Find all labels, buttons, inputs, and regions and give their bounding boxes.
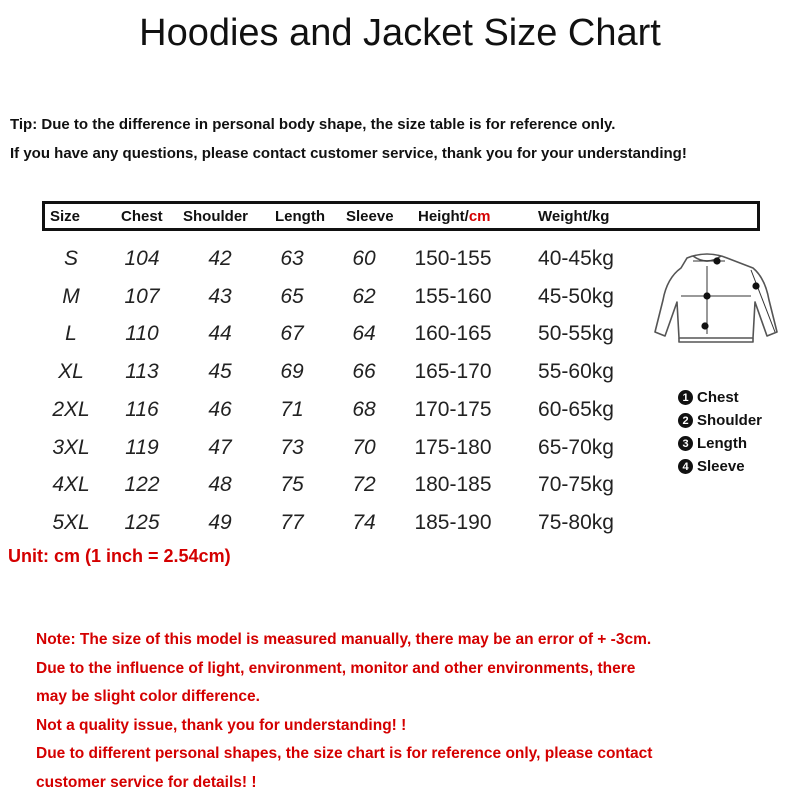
header-length: Length <box>275 208 325 225</box>
legend-label: Shoulder <box>697 412 763 429</box>
cell-height: 150-155 <box>414 247 492 270</box>
cell-length: 65 <box>280 284 304 308</box>
cell-sleeve: 66 <box>352 360 376 384</box>
cell-height: 155-160 <box>414 284 492 308</box>
legend-number-icon: 1 <box>678 390 693 405</box>
cell-weight: 50-55kg <box>538 322 614 346</box>
note-line: Note: The size of this model is measured manually, there may be an error of + -3cm. <box>36 631 652 648</box>
cell-sleeve: 60 <box>352 247 376 270</box>
page-title: Hoodies and Jacket Size Chart <box>139 12 661 54</box>
cell-sleeve: 72 <box>352 473 376 497</box>
cell-sleeve: 70 <box>352 435 376 459</box>
cell-chest: 119 <box>125 435 159 459</box>
cell-height: 175-180 <box>414 435 492 459</box>
legend-item-sleeve <box>678 455 762 478</box>
cell-sleeve: 64 <box>352 322 376 346</box>
cell-chest: 125 <box>124 510 160 534</box>
tip-line-1: Tip: Due to the difference in personal body shape, the size table is for reference only. <box>10 116 616 133</box>
note-line: Due to the influence of light, environment, monitor and other environments, there <box>36 659 636 677</box>
header-shoulder: Shoulder <box>183 208 249 225</box>
cell-shoulder: 48 <box>208 473 232 497</box>
cell-height: 180-185 <box>414 473 492 497</box>
legend-label: Chest <box>697 389 739 406</box>
cell-shoulder: 42 <box>208 247 232 270</box>
cell-chest: 107 <box>124 284 160 308</box>
table-row <box>0 436 640 472</box>
table-row <box>0 247 640 283</box>
cell-height: 170-175 <box>414 397 492 421</box>
table-row <box>0 511 640 547</box>
legend-label: Length <box>697 435 747 452</box>
cell-size: L <box>65 322 77 346</box>
cell-length: 63 <box>280 247 304 270</box>
legend-item-chest <box>678 386 762 409</box>
cell-height: 185-190 <box>414 510 492 534</box>
note-line: Not a quality issue, thank you for understanding! ! <box>36 716 407 734</box>
legend-item-shoulder <box>678 409 762 432</box>
cell-size: 2XL <box>52 397 90 421</box>
cell-size: S <box>63 247 78 270</box>
cell-weight: 60-65kg <box>538 397 614 421</box>
cell-shoulder: 45 <box>208 360 232 384</box>
header-size: Size <box>50 208 81 225</box>
cell-weight: 40-45kg <box>538 247 614 270</box>
table-row <box>0 322 640 358</box>
cell-weight: 70-75kg <box>538 473 614 497</box>
legend-item-length <box>678 432 762 455</box>
header-sleeve: Sleeve <box>346 208 394 225</box>
table-row <box>0 285 640 321</box>
cell-height: 165-170 <box>414 360 492 384</box>
note-line: customer service for details! ! <box>36 773 257 791</box>
unit-note: Unit: cm (1 inch = 2.54cm) <box>8 546 231 566</box>
tip-line-2: If you have any questions, please contact customer service, thank you for your understanding! <box>10 145 687 162</box>
cell-shoulder: 47 <box>208 435 232 459</box>
cell-size: 5XL <box>52 510 90 534</box>
cell-length: 67 <box>280 322 304 346</box>
notes-block <box>36 626 776 797</box>
cell-length: 73 <box>280 435 304 459</box>
table-row <box>0 360 640 396</box>
cell-shoulder: 46 <box>208 397 232 421</box>
legend-number-icon: 2 <box>678 413 693 428</box>
measurement-legend <box>678 386 762 478</box>
cell-weight: 55-60kg <box>538 360 614 384</box>
cell-sleeve: 74 <box>352 510 376 534</box>
header-height-unit: cm <box>468 208 491 225</box>
cell-sleeve: 62 <box>352 284 376 308</box>
sweatshirt-measurement-icon <box>635 240 795 360</box>
cell-height: 160-165 <box>414 322 492 346</box>
cell-length: 71 <box>280 397 304 421</box>
cell-chest: 110 <box>125 322 159 346</box>
cell-shoulder: 44 <box>208 322 232 346</box>
header-weight: Weight/kg <box>538 208 610 225</box>
note-line: may be slight color difference. <box>36 688 260 705</box>
cell-size: XL <box>58 360 84 384</box>
table-row <box>0 473 640 509</box>
cell-weight: 45-50kg <box>538 284 614 308</box>
cell-size: 4XL <box>52 473 90 497</box>
table-row <box>0 398 640 434</box>
legend-number-icon: 3 <box>678 436 693 451</box>
cell-sleeve: 68 <box>352 397 376 421</box>
cell-weight: 65-70kg <box>538 435 614 459</box>
cell-size: M <box>62 284 80 308</box>
cell-chest: 116 <box>125 397 159 421</box>
cell-shoulder: 43 <box>208 284 232 308</box>
legend-label: Sleeve <box>697 458 745 475</box>
legend-number-icon: 4 <box>678 459 693 474</box>
cell-weight: 75-80kg <box>538 510 614 534</box>
cell-shoulder: 49 <box>208 510 232 534</box>
note-line: Due to different personal shapes, the size chart is for reference only, please contact <box>36 745 653 762</box>
cell-length: 69 <box>280 360 304 384</box>
cell-length: 77 <box>280 510 304 534</box>
cell-size: 3XL <box>52 435 90 459</box>
header-chest: Chest <box>121 208 163 225</box>
cell-chest: 122 <box>124 473 160 497</box>
cell-chest: 104 <box>124 247 160 270</box>
header-height: Height/cm <box>418 208 491 225</box>
cell-length: 75 <box>280 473 304 497</box>
cell-chest: 113 <box>125 360 159 384</box>
